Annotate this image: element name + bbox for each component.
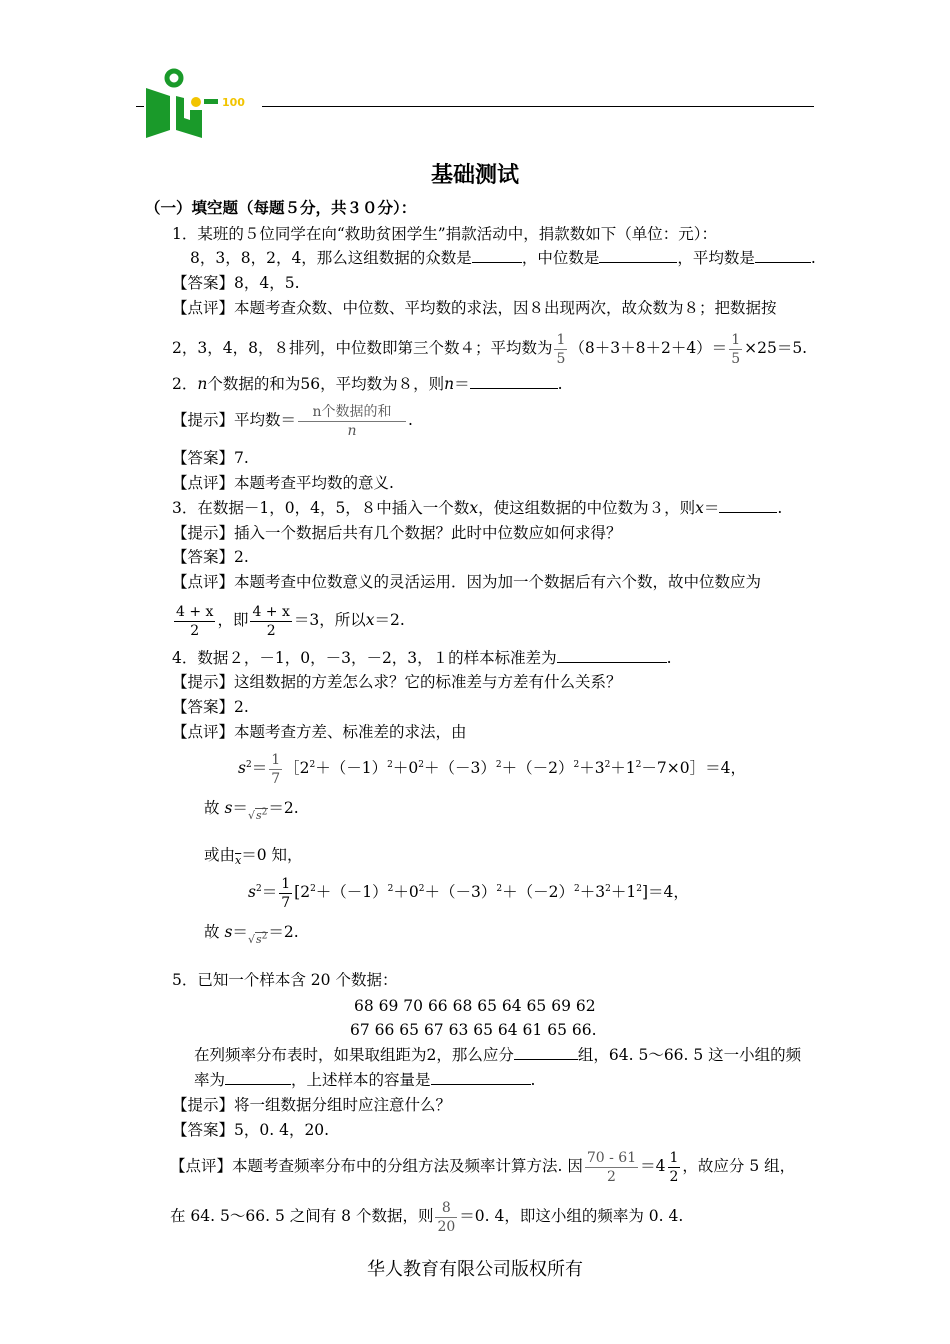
- q2-line1: [172, 374, 563, 394]
- q1-text-a: 8，3，8，2，4，那么这组数据的众数是: [190, 249, 472, 267]
- q5-line3: 率为 ，上述样本的容量是 .: [194, 1071, 536, 1089]
- q1-line2: [190, 248, 816, 268]
- q4-comment: 【点评】本题考查方差、标准差的求法，由: [172, 723, 467, 741]
- q3-t4: .: [777, 499, 783, 517]
- q1-blank-mean[interactable]: [755, 248, 811, 263]
- q4-equation-2: 故 $s=√s^2=2$.: [204, 798, 299, 826]
- q2-hint-text: 【提示】平均数＝: [172, 411, 297, 429]
- q5-data-row-1: 68 69 70 66 68 65 64 65 69 62: [354, 997, 596, 1015]
- q4-equation-1: $s^2=$ $\frac{1}{7}$ $[2^2+(-1)^2+0^2+(-3)^2+(-2)^2+3^2+1^2-7\times 0]=4$，: [238, 751, 746, 787]
- header-rule: [262, 106, 814, 107]
- q3-c2-a: ，即: [217, 611, 249, 629]
- logo-icon: [136, 68, 266, 144]
- q4-blank[interactable]: [557, 648, 667, 663]
- q3-answer: 【答案】2.: [172, 548, 249, 566]
- q2-var-n: n: [197, 375, 208, 393]
- q3-c2-d: ＝2.: [374, 611, 405, 629]
- q4-equation-3: 或由$_{\overline{x}}$＝0 知，: [204, 846, 303, 867]
- q5-blank-size[interactable]: [431, 1070, 531, 1085]
- footer: 华人教育有限公司版权所有: [367, 1259, 583, 1280]
- q1-blank-mode[interactable]: [472, 248, 522, 263]
- q4-equation-5: 故 $s=√s^2=2$.: [204, 922, 299, 950]
- q4-eq4-fraction: $\frac{1}{7}$: [281, 875, 291, 911]
- q1-c2-a: 2，3，4，8，８排列，中位数即第三个数４；平均数为: [172, 339, 553, 357]
- q5-comment-1: 【点评】本题考查频率分布中的分组方法及频率计算方法. 因 $\frac{70 - 61}{2}$ ＝4 $\frac{1}{2}$ ，故应分 5 组，: [170, 1149, 796, 1185]
- q4-answer: 【答案】2.: [172, 698, 249, 716]
- q3-blank[interactable]: [719, 498, 777, 513]
- q2-hint-fraction: $\frac{\text{n个数据的和}}{n}$: [298, 403, 406, 440]
- q3-t2: ，使这组数据的中位数为３，则: [478, 499, 696, 517]
- q5-line2: 在列频率分布表时，如果取组距为2，那么应分 组，64. 5～66. 5 这一小组的频: [194, 1046, 802, 1064]
- sqrt-icon: $√s^2$: [247, 807, 268, 822]
- q1-comment-2: [172, 328, 807, 368]
- q1-fraction-2: $\frac{1}{5}$: [731, 331, 741, 367]
- q2-hint-end: .: [408, 411, 413, 429]
- q1-text-c: ，平均数是: [677, 249, 755, 267]
- q4-hint: 【提示】这组数据的方差怎么求？它的标准差与方差有什么关系？: [172, 673, 622, 691]
- q2-t2: 个数据的和为56，平均数为８，则: [207, 375, 445, 393]
- q2-t3: ＝: [454, 375, 470, 393]
- q5-blank-frequency[interactable]: [225, 1070, 291, 1085]
- q2-answer: 【答案】7.: [172, 449, 249, 467]
- q3-var-x: x: [469, 499, 479, 517]
- q5-blank-groups[interactable]: [514, 1045, 578, 1060]
- q4-t2: .: [666, 649, 672, 667]
- section-heading: （一）填空题（每题５分，共３０分）：: [145, 198, 417, 217]
- q5-hint: 【提示】将一组数据分组时应注意什么？: [172, 1096, 452, 1114]
- q1-answer: 【答案】8，4，5.: [172, 274, 300, 292]
- q5-fraction-1: $\frac{70 - 61}{2}$: [586, 1149, 637, 1185]
- sqrt-icon-2: $√s^2$: [247, 931, 268, 946]
- q3-c2-b: ＝3，所以: [293, 611, 366, 629]
- header-rule-left: [136, 106, 144, 107]
- q2-t4: .: [557, 375, 563, 393]
- q2-hint: [172, 400, 413, 440]
- q1-text-b: ，中位数是: [521, 249, 600, 267]
- q5-fraction-2: $\frac{8}{20}$: [437, 1199, 456, 1235]
- q5-line1: 5．已知一个样本含 20 个数据：: [172, 971, 398, 989]
- q4-line1: [172, 648, 672, 668]
- q3-line1: [172, 498, 782, 518]
- q1-text-d: .: [810, 249, 816, 267]
- q2-var-n2: n: [444, 375, 455, 393]
- q4-t1: 4．数据２，－1，0，－3，－2，3，１的样本标准差为: [172, 649, 557, 667]
- q2-t1: 2．: [172, 375, 198, 393]
- q4-equation-4: $s^2=$ $\frac{1}{7}$ $[2^2+(-1)^2+0^2+(-3)^2+(-2)^2+3^2+1^2]=4$，: [248, 875, 689, 911]
- q5-comment-2: 在 64. 5～66. 5 之间有 8 个数据，则 $\frac{8}{20}$ ＝0. 4，即这小组的频率为 0. 4.: [170, 1199, 684, 1235]
- q3-t3: ＝: [703, 499, 720, 517]
- page-title: 基础测试: [430, 162, 519, 188]
- q2-comment: 【点评】本题考查平均数的意义.: [172, 474, 394, 492]
- q3-fraction-b: $\frac{4 + x}{2}$: [252, 603, 290, 639]
- q3-t1: 3．在数据－1，0，4，5，８中插入一个数: [172, 499, 470, 517]
- q1-comment-1: 【点评】本题考查众数、中位数、平均数的求法，因８出现两次，故众数为８；把数据按: [172, 299, 777, 317]
- q4-eq1-fraction: $\frac{1}{7}$: [271, 751, 281, 787]
- logo-text: 100: [222, 96, 245, 109]
- q1-line1: 1．某班的５位同学在向“救助贫困学生”捐款活动中，捐款数如下（单位：元）：: [172, 225, 717, 243]
- q5-answer: 【答案】5，0. 4，20.: [172, 1121, 330, 1139]
- q3-hint: 【提示】插入一个数据后共有几个数据？此时中位数应如何求得？: [172, 524, 622, 542]
- q1-fraction-1: $\frac{1}{5}$: [556, 331, 566, 367]
- q1-blank-median[interactable]: [599, 248, 677, 263]
- q3-fraction-a: $\frac{4 + x}{2}$: [176, 603, 214, 639]
- q5-mixed-fraction: $\frac{1}{2}$: [669, 1149, 679, 1185]
- q2-blank[interactable]: [470, 374, 558, 389]
- q3-var-x3: x: [365, 611, 375, 629]
- q3-var-x2: x: [695, 499, 704, 517]
- q3-comment-1: 【点评】本题考查中位数意义的灵活运用．因为加一个数据后有六个数，故中位数应为: [172, 573, 762, 591]
- q3-comment-2: [172, 600, 405, 640]
- q1-c2-b: （8＋3＋8＋2＋4）＝: [569, 339, 728, 357]
- q5-data-row-2: 67 66 65 67 63 65 64 61 65 66.: [350, 1021, 597, 1039]
- q1-c2-c: ×25＝5.: [744, 339, 808, 357]
